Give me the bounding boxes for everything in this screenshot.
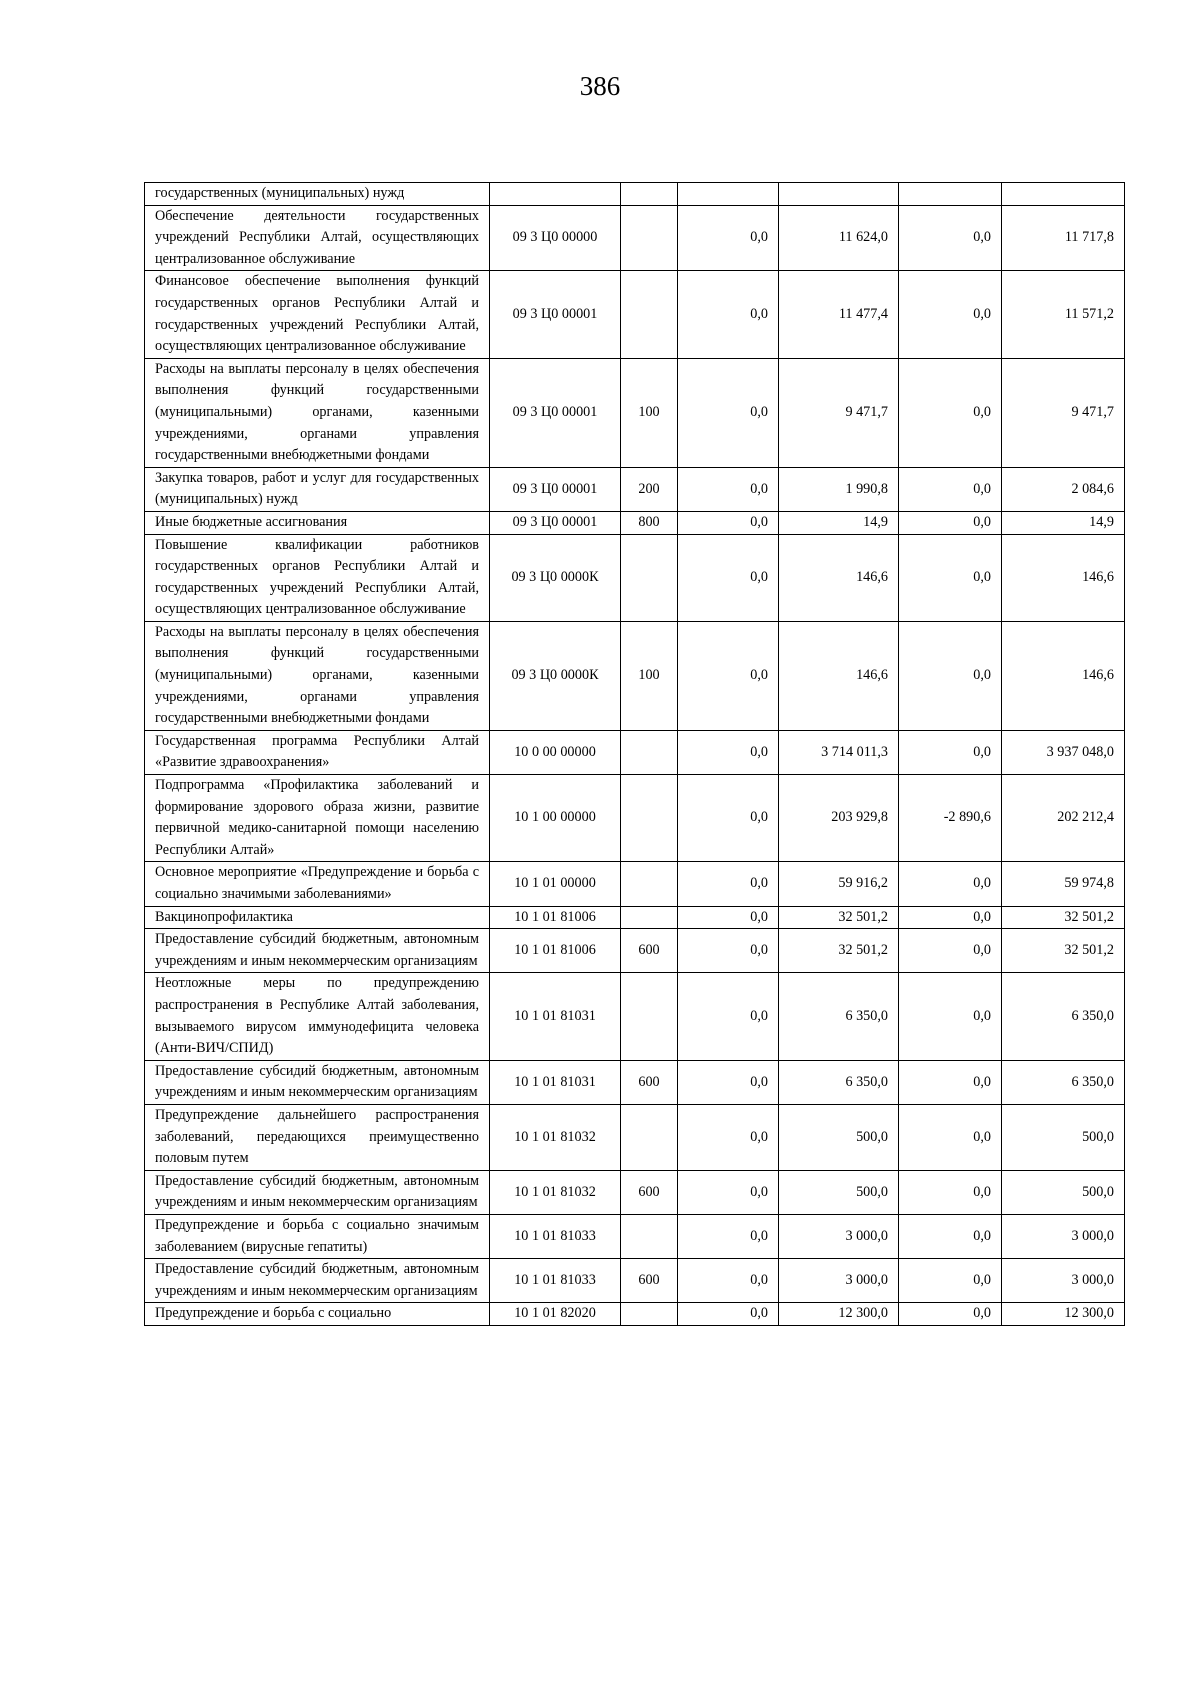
expense-name-cell: Предоставление субсидий бюджетным, автономным учреждениям и иным некоммерческим организациям bbox=[145, 1170, 490, 1214]
amount-col-4-cell: 32 501,2 bbox=[1002, 929, 1125, 973]
amount-col-2-cell: 500,0 bbox=[779, 1170, 899, 1214]
amount-col-3-cell: -2 890,6 bbox=[899, 775, 1002, 862]
amount-col-4-cell: 6 350,0 bbox=[1002, 973, 1125, 1060]
target-code-cell bbox=[490, 183, 621, 206]
expense-name-cell: Предупреждение и борьба с социально значимым заболеванием (вирусные гепатиты) bbox=[145, 1214, 490, 1258]
expense-type-cell bbox=[621, 730, 678, 774]
amount-col-1-cell: 0,0 bbox=[678, 271, 779, 358]
table-row bbox=[145, 1303, 1125, 1326]
amount-col-4-cell: 2 084,6 bbox=[1002, 467, 1125, 511]
amount-col-4-cell: 11 571,2 bbox=[1002, 271, 1125, 358]
amount-col-2-cell: 11 477,4 bbox=[779, 271, 899, 358]
amount-col-1-cell: 0,0 bbox=[678, 467, 779, 511]
target-code-cell: 10 1 01 81006 bbox=[490, 929, 621, 973]
amount-col-1-cell: 0,0 bbox=[678, 358, 779, 467]
expense-type-cell bbox=[621, 534, 678, 621]
amount-col-4-cell: 3 000,0 bbox=[1002, 1214, 1125, 1258]
target-code-cell: 10 1 01 81033 bbox=[490, 1214, 621, 1258]
target-code-cell: 10 1 00 00000 bbox=[490, 775, 621, 862]
amount-col-1-cell: 0,0 bbox=[678, 906, 779, 929]
table-row bbox=[145, 775, 1125, 862]
amount-col-1-cell: 0,0 bbox=[678, 511, 779, 534]
target-code-cell: 10 1 01 81006 bbox=[490, 906, 621, 929]
expense-name-cell: Предоставление субсидий бюджетным, автономным учреждениям и иным некоммерческим организациям bbox=[145, 1060, 490, 1104]
table-row bbox=[145, 1214, 1125, 1258]
amount-col-3-cell: 0,0 bbox=[899, 906, 1002, 929]
expense-type-cell: 800 bbox=[621, 511, 678, 534]
amount-col-3-cell: 0,0 bbox=[899, 358, 1002, 467]
amount-col-1-cell: 0,0 bbox=[678, 775, 779, 862]
target-code-cell: 10 1 01 81032 bbox=[490, 1170, 621, 1214]
target-code-cell: 09 3 Ц0 00001 bbox=[490, 467, 621, 511]
table-row bbox=[145, 467, 1125, 511]
table-row bbox=[145, 358, 1125, 467]
table-row bbox=[145, 1104, 1125, 1170]
amount-col-3-cell: 0,0 bbox=[899, 1303, 1002, 1326]
amount-col-4-cell: 500,0 bbox=[1002, 1104, 1125, 1170]
expense-type-cell: 600 bbox=[621, 1259, 678, 1303]
expense-name-cell: Повышение квалификации работников государственных органов Республики Алтай и государственных учреждений Республики Алтай, осуществляющих централизованное обслуживание bbox=[145, 534, 490, 621]
amount-col-1-cell: 0,0 bbox=[678, 1060, 779, 1104]
expense-name-cell: Закупка товаров, работ и услуг для государственных (муниципальных) нужд bbox=[145, 467, 490, 511]
expense-name-cell: Вакцинопрофилактика bbox=[145, 906, 490, 929]
expense-type-cell bbox=[621, 271, 678, 358]
target-code-cell: 10 1 01 81031 bbox=[490, 973, 621, 1060]
table-row bbox=[145, 534, 1125, 621]
amount-col-4-cell bbox=[1002, 183, 1125, 206]
table-row bbox=[145, 973, 1125, 1060]
amount-col-2-cell bbox=[779, 183, 899, 206]
target-code-cell: 10 1 01 82020 bbox=[490, 1303, 621, 1326]
amount-col-1-cell: 0,0 bbox=[678, 1214, 779, 1258]
amount-col-2-cell: 59 916,2 bbox=[779, 862, 899, 906]
expense-type-cell bbox=[621, 906, 678, 929]
table-row bbox=[145, 929, 1125, 973]
expense-type-cell: 200 bbox=[621, 467, 678, 511]
expense-name-cell: Основное мероприятие «Предупреждение и борьба с социально значимыми заболеваниями» bbox=[145, 862, 490, 906]
amount-col-4-cell: 12 300,0 bbox=[1002, 1303, 1125, 1326]
expense-name-cell: Финансовое обеспечение выполнения функций государственных органов Республики Алтай и государственных учреждений Республики Алтай, осуществляющих централизованное обслуживание bbox=[145, 271, 490, 358]
amount-col-1-cell: 0,0 bbox=[678, 1259, 779, 1303]
table-row bbox=[145, 511, 1125, 534]
amount-col-4-cell: 146,6 bbox=[1002, 534, 1125, 621]
amount-col-3-cell: 0,0 bbox=[899, 467, 1002, 511]
amount-col-1-cell: 0,0 bbox=[678, 1170, 779, 1214]
amount-col-4-cell: 32 501,2 bbox=[1002, 906, 1125, 929]
amount-col-2-cell: 3 714 011,3 bbox=[779, 730, 899, 774]
amount-col-4-cell: 3 000,0 bbox=[1002, 1259, 1125, 1303]
table-row bbox=[145, 1060, 1125, 1104]
amount-col-3-cell: 0,0 bbox=[899, 1104, 1002, 1170]
table-row bbox=[145, 906, 1125, 929]
target-code-cell: 09 3 Ц0 0000К bbox=[490, 534, 621, 621]
amount-col-3-cell: 0,0 bbox=[899, 1170, 1002, 1214]
amount-col-4-cell: 500,0 bbox=[1002, 1170, 1125, 1214]
expense-name-cell: Расходы на выплаты персоналу в целях обеспечения выполнения функций государственными (муниципальными) органами, казенными учреждениями, органами управления государственными внебюджетными фондами bbox=[145, 621, 490, 730]
expense-type-cell bbox=[621, 1104, 678, 1170]
target-code-cell: 10 1 01 81031 bbox=[490, 1060, 621, 1104]
amount-col-3-cell: 0,0 bbox=[899, 973, 1002, 1060]
target-code-cell: 10 1 01 81033 bbox=[490, 1259, 621, 1303]
amount-col-2-cell: 1 990,8 bbox=[779, 467, 899, 511]
expense-name-cell: Неотложные меры по предупреждению распространения в Республике Алтай заболевания, вызываемого вирусом иммунодефицита человека (Анти-ВИЧ/СПИД) bbox=[145, 973, 490, 1060]
amount-col-2-cell: 9 471,7 bbox=[779, 358, 899, 467]
expense-name-cell: Обеспечение деятельности государственных учреждений Республики Алтай, осуществляющих централизованное обслуживание bbox=[145, 205, 490, 271]
amount-col-3-cell: 0,0 bbox=[899, 730, 1002, 774]
expense-name-cell: Предупреждение дальнейшего распространения заболеваний, передающихся преимущественно половым путем bbox=[145, 1104, 490, 1170]
amount-col-2-cell: 500,0 bbox=[779, 1104, 899, 1170]
amount-col-3-cell: 0,0 bbox=[899, 534, 1002, 621]
amount-col-2-cell: 3 000,0 bbox=[779, 1259, 899, 1303]
expense-name-cell: государственных (муниципальных) нужд bbox=[145, 183, 490, 206]
amount-col-3-cell: 0,0 bbox=[899, 621, 1002, 730]
budget-table-body bbox=[145, 183, 1125, 1326]
expense-type-cell bbox=[621, 1214, 678, 1258]
expense-name-cell: Предупреждение и борьба с социально bbox=[145, 1303, 490, 1326]
expense-name-cell: Предоставление субсидий бюджетным, автономным учреждениям и иным некоммерческим организациям bbox=[145, 1259, 490, 1303]
amount-col-2-cell: 32 501,2 bbox=[779, 929, 899, 973]
table-row bbox=[145, 205, 1125, 271]
amount-col-2-cell: 11 624,0 bbox=[779, 205, 899, 271]
amount-col-2-cell: 3 000,0 bbox=[779, 1214, 899, 1258]
target-code-cell: 09 3 Ц0 00001 bbox=[490, 358, 621, 467]
amount-col-4-cell: 14,9 bbox=[1002, 511, 1125, 534]
page-number: 386 bbox=[579, 71, 621, 101]
target-code-cell: 09 3 Ц0 00001 bbox=[490, 511, 621, 534]
amount-col-2-cell: 203 929,8 bbox=[779, 775, 899, 862]
expense-name-cell: Государственная программа Республики Алтай «Развитие здравоохранения» bbox=[145, 730, 490, 774]
amount-col-4-cell: 6 350,0 bbox=[1002, 1060, 1125, 1104]
expense-type-cell bbox=[621, 775, 678, 862]
amount-col-3-cell: 0,0 bbox=[899, 271, 1002, 358]
amount-col-1-cell: 0,0 bbox=[678, 862, 779, 906]
target-code-cell: 10 1 01 81032 bbox=[490, 1104, 621, 1170]
amount-col-1-cell: 0,0 bbox=[678, 730, 779, 774]
expense-type-cell bbox=[621, 183, 678, 206]
amount-col-2-cell: 146,6 bbox=[779, 534, 899, 621]
amount-col-1-cell: 0,0 bbox=[678, 205, 779, 271]
expense-name-cell: Предоставление субсидий бюджетным, автономным учреждениям и иным некоммерческим организациям bbox=[145, 929, 490, 973]
expense-type-cell bbox=[621, 973, 678, 1060]
amount-col-1-cell: 0,0 bbox=[678, 929, 779, 973]
target-code-cell: 09 3 Ц0 00000 bbox=[490, 205, 621, 271]
table-row bbox=[145, 271, 1125, 358]
amount-col-3-cell bbox=[899, 183, 1002, 206]
budget-table bbox=[144, 182, 1125, 1326]
expense-type-cell: 600 bbox=[621, 1170, 678, 1214]
amount-col-3-cell: 0,0 bbox=[899, 1214, 1002, 1258]
amount-col-4-cell: 9 471,7 bbox=[1002, 358, 1125, 467]
table-row bbox=[145, 862, 1125, 906]
target-code-cell: 09 3 Ц0 0000К bbox=[490, 621, 621, 730]
amount-col-3-cell: 0,0 bbox=[899, 511, 1002, 534]
expense-name-cell: Иные бюджетные ассигнования bbox=[145, 511, 490, 534]
amount-col-2-cell: 14,9 bbox=[779, 511, 899, 534]
expense-type-cell: 100 bbox=[621, 358, 678, 467]
expense-type-cell bbox=[621, 205, 678, 271]
amount-col-1-cell: 0,0 bbox=[678, 973, 779, 1060]
amount-col-1-cell: 0,0 bbox=[678, 621, 779, 730]
table-row bbox=[145, 730, 1125, 774]
amount-col-2-cell: 6 350,0 bbox=[779, 1060, 899, 1104]
amount-col-3-cell: 0,0 bbox=[899, 862, 1002, 906]
amount-col-2-cell: 12 300,0 bbox=[779, 1303, 899, 1326]
expense-name-cell: Расходы на выплаты персоналу в целях обеспечения выполнения функций государственными (муниципальными) органами, казенными учреждениями, органами управления государственными внебюджетными фондами bbox=[145, 358, 490, 467]
expense-type-cell: 600 bbox=[621, 1060, 678, 1104]
table-row bbox=[145, 1259, 1125, 1303]
amount-col-1-cell bbox=[678, 183, 779, 206]
amount-col-4-cell: 11 717,8 bbox=[1002, 205, 1125, 271]
amount-col-3-cell: 0,0 bbox=[899, 1060, 1002, 1104]
table-row bbox=[145, 1170, 1125, 1214]
amount-col-3-cell: 0,0 bbox=[899, 1259, 1002, 1303]
amount-col-1-cell: 0,0 bbox=[678, 1104, 779, 1170]
amount-col-4-cell: 146,6 bbox=[1002, 621, 1125, 730]
amount-col-1-cell: 0,0 bbox=[678, 1303, 779, 1326]
target-code-cell: 10 1 01 00000 bbox=[490, 862, 621, 906]
amount-col-2-cell: 32 501,2 bbox=[779, 906, 899, 929]
amount-col-3-cell: 0,0 bbox=[899, 205, 1002, 271]
expense-type-cell bbox=[621, 862, 678, 906]
amount-col-2-cell: 6 350,0 bbox=[779, 973, 899, 1060]
table-row bbox=[145, 183, 1125, 206]
amount-col-3-cell: 0,0 bbox=[899, 929, 1002, 973]
amount-col-4-cell: 59 974,8 bbox=[1002, 862, 1125, 906]
expense-type-cell: 600 bbox=[621, 929, 678, 973]
target-code-cell: 10 0 00 00000 bbox=[490, 730, 621, 774]
target-code-cell: 09 3 Ц0 00001 bbox=[490, 271, 621, 358]
amount-col-4-cell: 202 212,4 bbox=[1002, 775, 1125, 862]
expense-type-cell: 100 bbox=[621, 621, 678, 730]
table-row bbox=[145, 621, 1125, 730]
amount-col-2-cell: 146,6 bbox=[779, 621, 899, 730]
amount-col-1-cell: 0,0 bbox=[678, 534, 779, 621]
expense-type-cell bbox=[621, 1303, 678, 1326]
amount-col-4-cell: 3 937 048,0 bbox=[1002, 730, 1125, 774]
expense-name-cell: Подпрограмма «Профилактика заболеваний и формирование здорового образа жизни, развитие первичной медико-санитарной помощи населению Республики Алтай» bbox=[145, 775, 490, 862]
